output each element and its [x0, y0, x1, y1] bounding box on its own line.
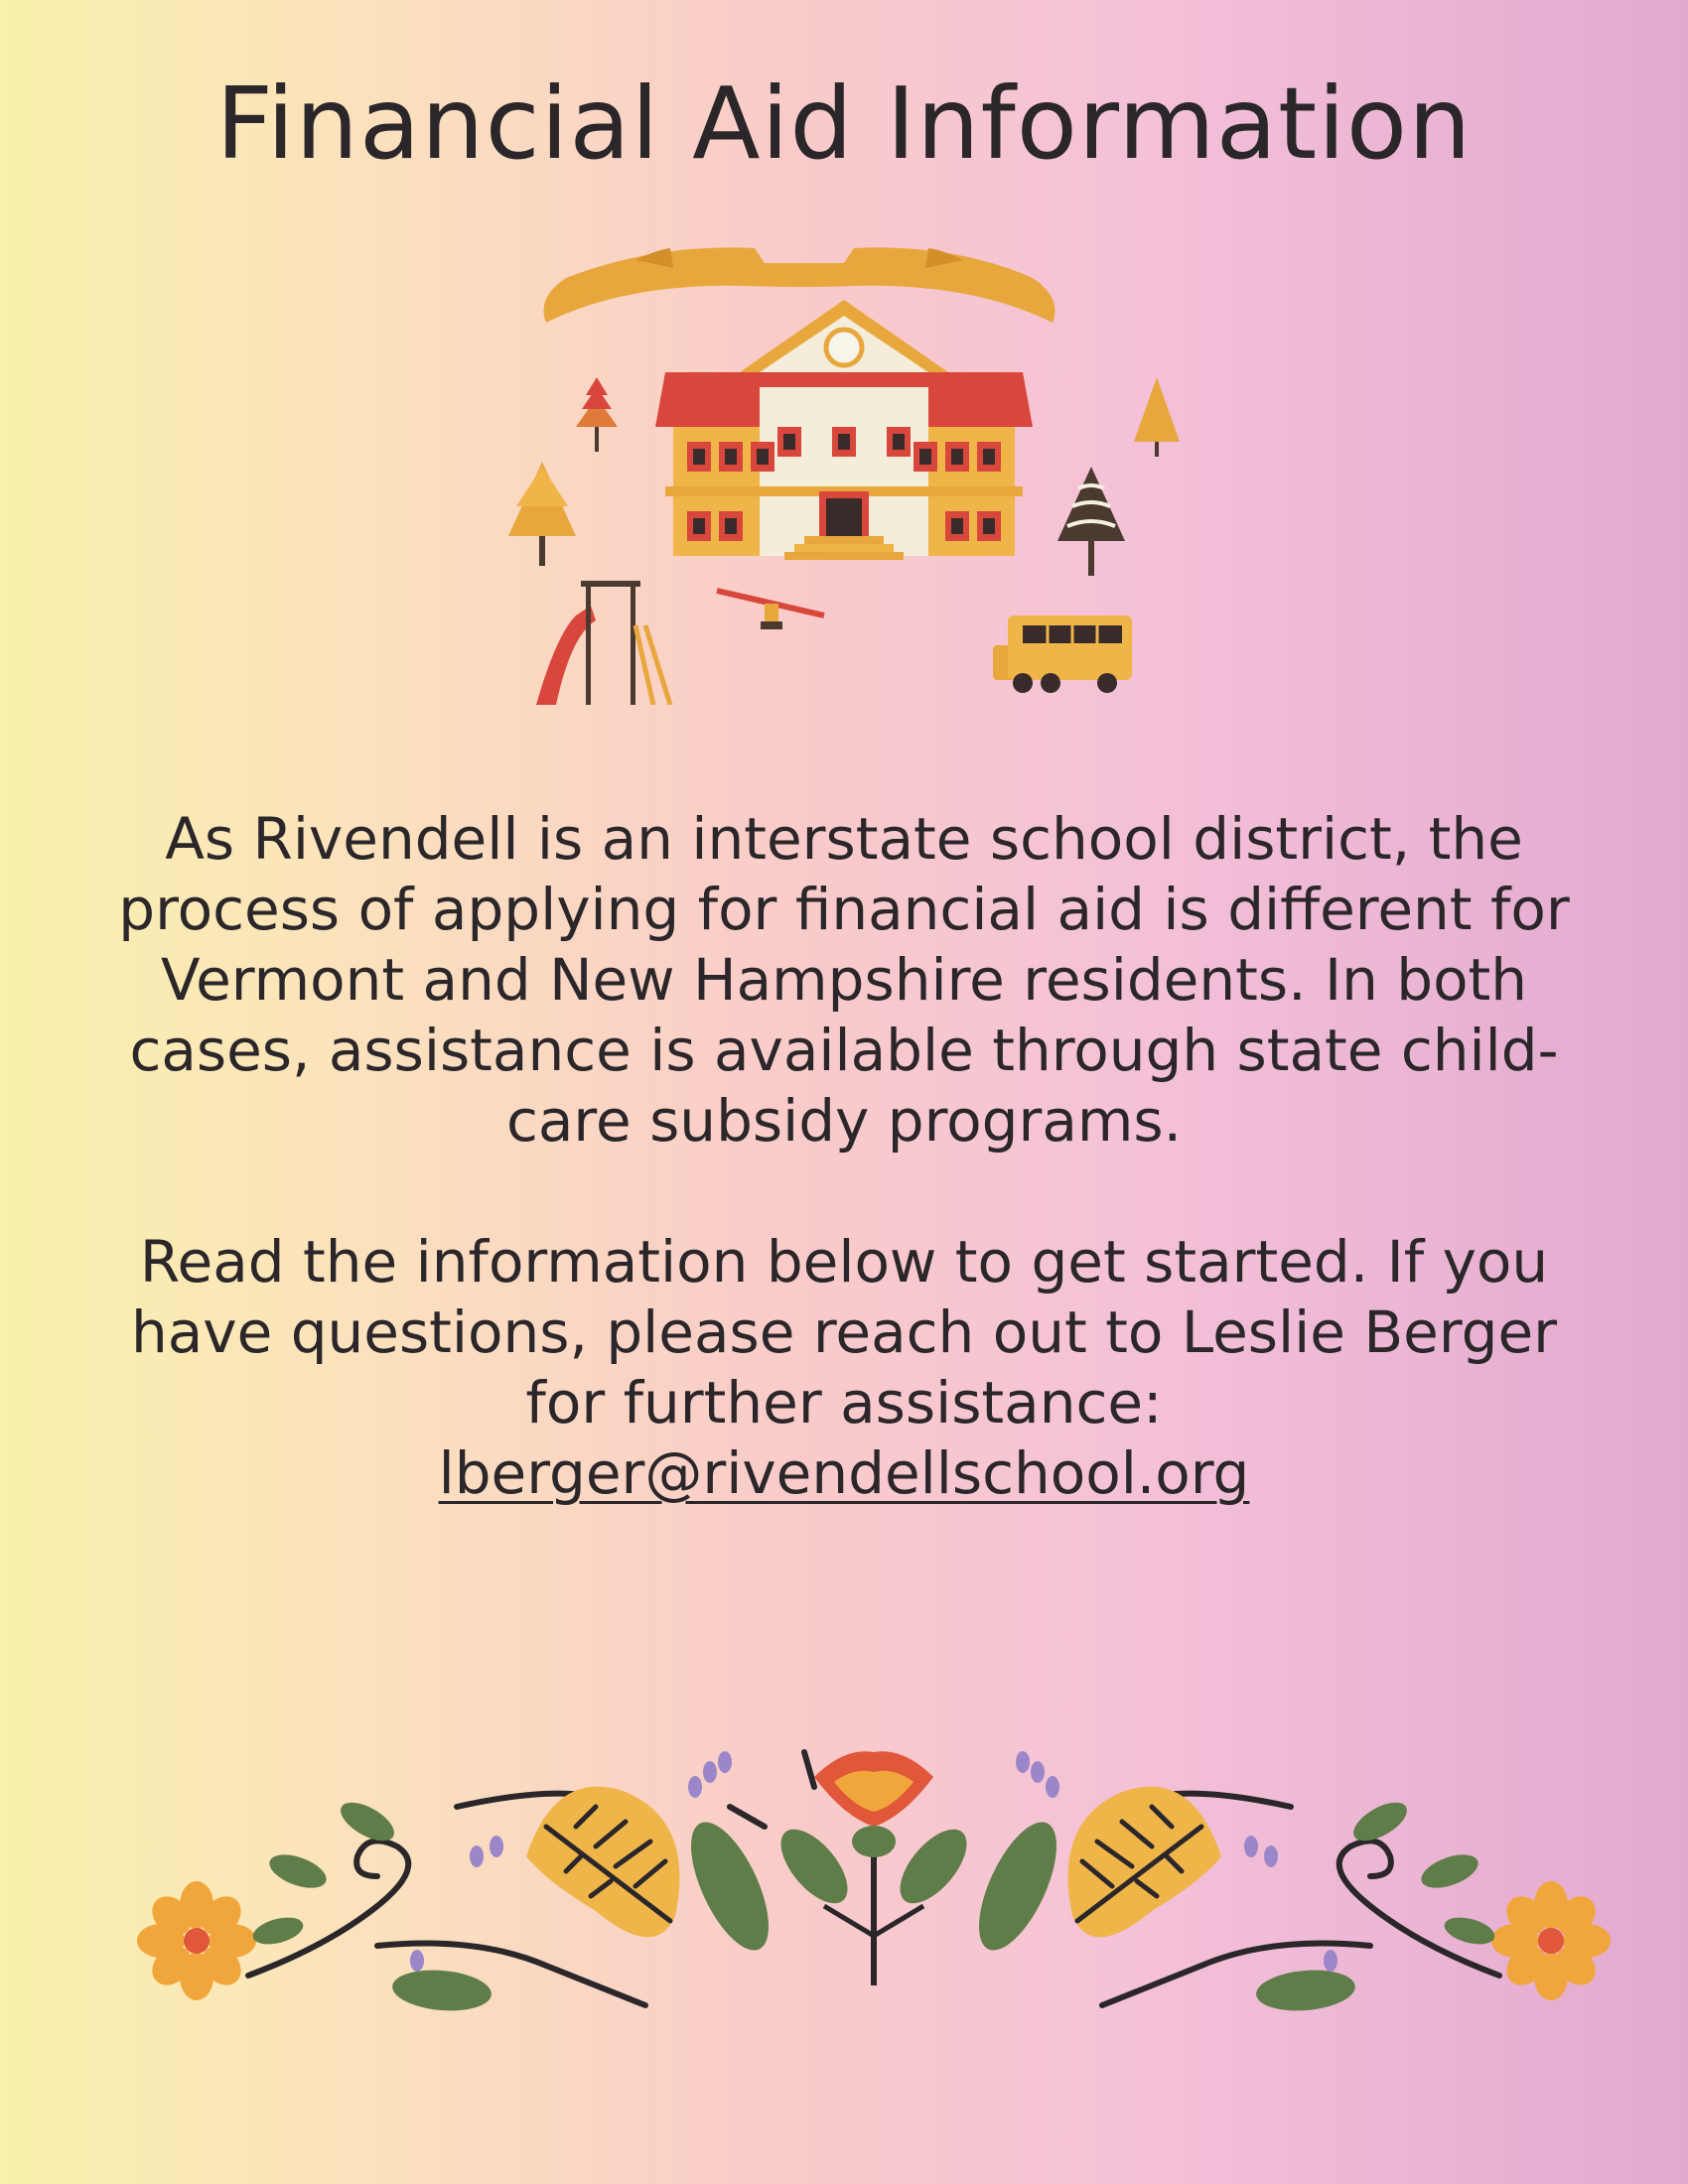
- contact-paragraph: [99, 1227, 1589, 1509]
- banner-ribbon: [544, 247, 1055, 323]
- floral-decoration: [129, 1747, 1618, 2035]
- tree-icon: [1134, 377, 1180, 457]
- intro-paragraph: As Rivendell is an interstate school district, the process of applying for financial aid is different for Vermont and New Hampshire residents. In both cases, assistance is available through state child-care subsidy programs.: [118, 805, 1570, 1155]
- email-link[interactable]: lberger@rivendellschool.org: [438, 1439, 1250, 1507]
- school-illustration: [496, 238, 1192, 705]
- body-text: [99, 804, 1589, 1509]
- contact-text: Read the information below to get started. If you have questions, please reach out to Leslie Berger for further assistance:: [130, 1228, 1558, 1436]
- tree-icon: [508, 462, 576, 566]
- tree-icon: [576, 377, 618, 452]
- flower-icon: [1491, 1881, 1611, 2000]
- tree-icon: [1057, 467, 1125, 576]
- page-title: Financial Aid Information: [215, 66, 1473, 182]
- flower-icon: [137, 1881, 256, 2000]
- school-building-icon: [655, 300, 1033, 560]
- seesaw-icon: [717, 591, 824, 629]
- school-bus-icon: [993, 615, 1132, 693]
- slide-icon: [536, 581, 670, 705]
